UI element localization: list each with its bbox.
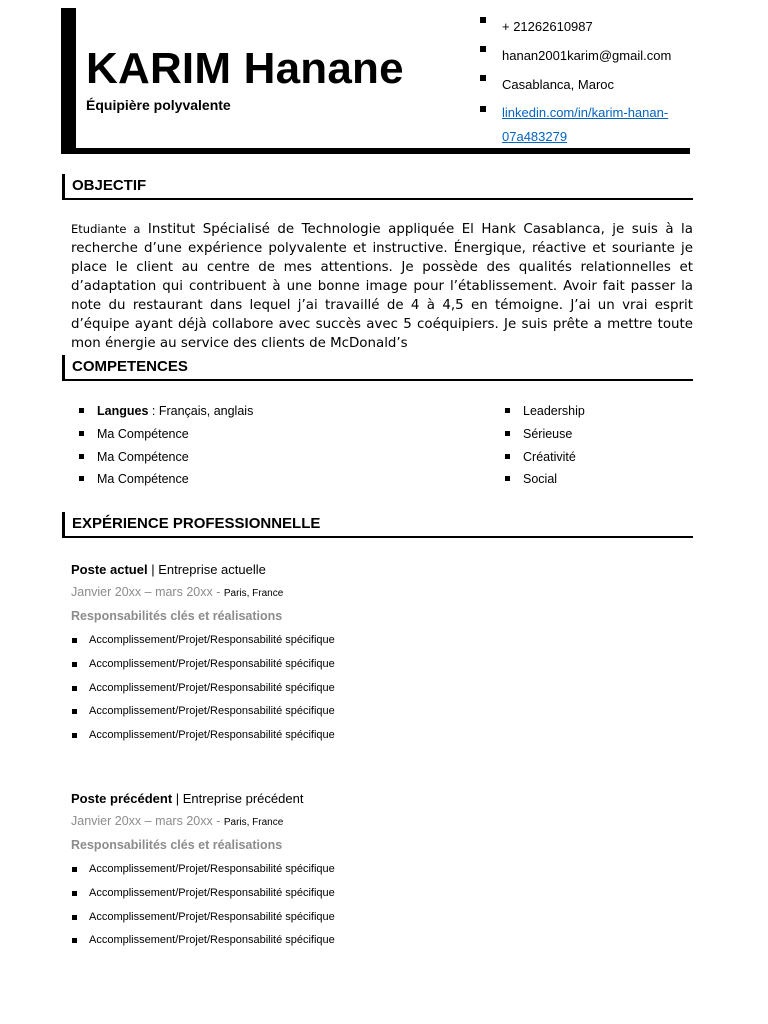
skill-item: Ma Compétence (77, 446, 253, 469)
job-responsibilities-label: Responsabilités clés et réalisations (71, 838, 283, 852)
job-company: | Entreprise actuelle (147, 562, 266, 577)
achievement-item: Accomplissement/Projet/Responsabilité spécifique (71, 653, 335, 677)
contact-phone: + 21262610987 (480, 12, 707, 41)
job-achievements-list (71, 858, 335, 953)
skill-languages-value: : Français, anglais (148, 404, 254, 418)
achievement-item: Accomplissement/Projet/Responsabilité spécifique (71, 700, 335, 724)
job-responsibilities-label: Responsabilités clés et réalisations (71, 609, 283, 623)
section-title: COMPETENCES (72, 358, 188, 375)
job-dates: Janvier 20xx – mars 20xx - (71, 814, 224, 828)
skill-item: Créativité (503, 446, 585, 469)
skill-item: Leadership (503, 400, 585, 423)
skill-item: Ma Compétence (77, 468, 253, 491)
job-dates-line (71, 810, 335, 834)
section-skills-header (62, 355, 693, 381)
achievement-item: Accomplissement/Projet/Responsabilité spécifique (71, 882, 335, 906)
linkedin-link[interactable]: linkedin.com/in/karim-hanan-07a483279 (502, 105, 669, 144)
job-location: Paris, France (223, 588, 284, 599)
achievement-item: Accomplissement/Projet/Responsabilité spécifique (71, 629, 335, 653)
skill-item: Sérieuse (503, 423, 585, 446)
achievement-item: Accomplissement/Projet/Responsabilité spécifique (71, 724, 335, 748)
candidate-name: KARIM Hanane (86, 44, 404, 93)
header-accent-bar (61, 8, 76, 154)
skills-list-left (77, 400, 253, 491)
objective-body: Institut Spécialisé de Technologie appliquée El Hank Casablanca, je suis à la recherche d’une expérience polyvalente et instructive. Énergique, réactive et souriante je place le client au centre de mes attentions. Je possède des qualités relationnelles et d’adaptation qui contribuent à une bonne image pour l’établissement. Avoir fait passer la note du restaurant dans lequel j’ai travaillé de 4 à 4,5 en témoigne. J’ai un vrai esprit d’équipe ayant déjà collabore avec succès avec 5 coéquipiers. Je suis prête a mettre toute mon énergie au service des clients de McDonald’s (71, 222, 693, 351)
achievement-item: Accomplissement/Projet/Responsabilité spécifique (71, 677, 335, 701)
achievement-item: Accomplissement/Projet/Responsabilité spécifique (71, 929, 335, 953)
job-title: Équipière polyvalente (86, 97, 231, 113)
achievement-item: Accomplissement/Projet/Responsabilité spécifique (71, 858, 335, 882)
section-objective-header (62, 174, 693, 200)
job-position: Poste actuel (71, 562, 148, 577)
contact-location: Casablanca, Maroc (480, 70, 707, 99)
section-title: EXPÉRIENCE PROFESSIONNELLE (72, 515, 321, 532)
objective-lead: Etudiante a (71, 222, 141, 236)
job-dates: Janvier 20xx – mars 20xx - (71, 585, 224, 599)
job-position: Poste précédent (71, 791, 173, 806)
skill-item (77, 400, 253, 423)
skill-item: Social (503, 468, 585, 491)
job-position-line (71, 559, 335, 581)
section-title: OBJECTIF (72, 177, 147, 194)
skill-item: Ma Compétence (77, 423, 253, 446)
section-experience-header (62, 512, 693, 538)
job-company: | Entreprise précédent (172, 791, 304, 806)
skills-list-right (503, 400, 585, 491)
job-location: Paris, France (223, 817, 284, 828)
skill-languages-label: Langues (97, 404, 149, 418)
job-dates-line (71, 581, 335, 605)
contact-email: hanan2001karim@gmail.com (480, 41, 707, 70)
contact-linkedin-item (480, 101, 707, 149)
objective-paragraph (71, 220, 693, 353)
job-entry-current (71, 559, 335, 748)
job-position-line (71, 788, 335, 810)
job-entry-previous (71, 788, 335, 953)
contact-list (480, 12, 707, 147)
achievement-item: Accomplissement/Projet/Responsabilité spécifique (71, 906, 335, 930)
job-achievements-list (71, 629, 335, 748)
